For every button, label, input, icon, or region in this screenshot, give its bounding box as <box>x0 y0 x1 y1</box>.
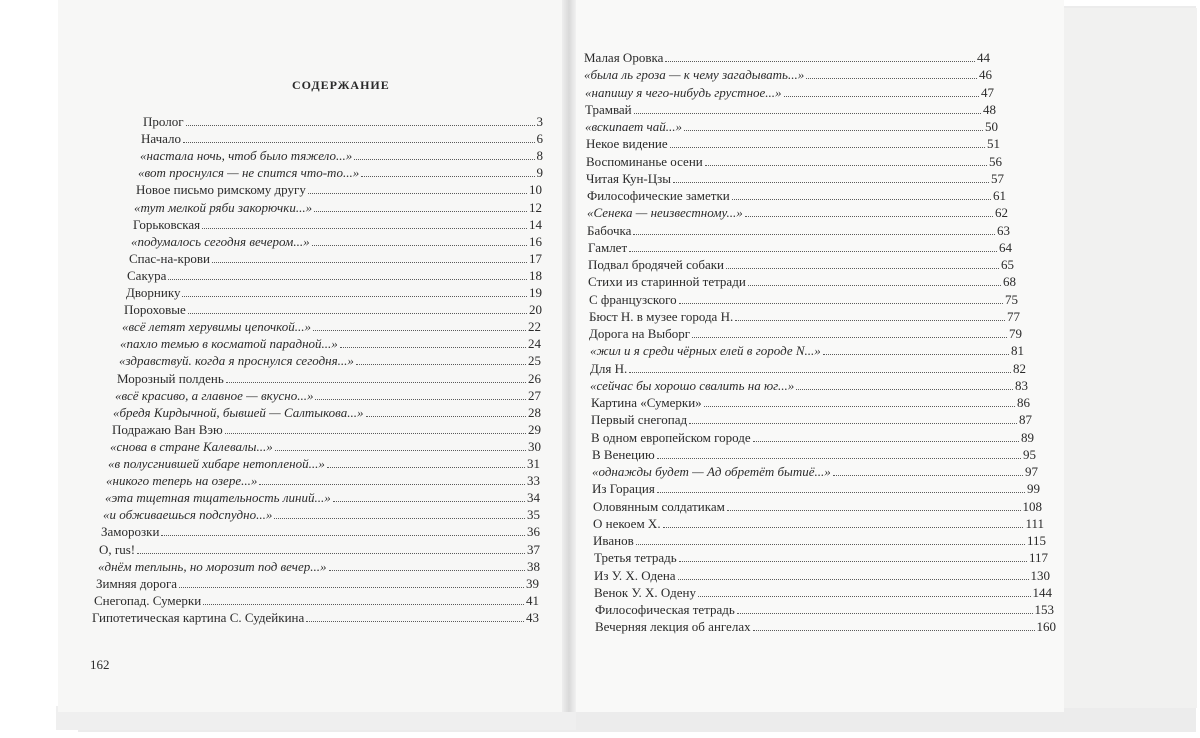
toc-entry-title: С французского <box>589 291 677 307</box>
toc-leader-dots <box>329 570 526 571</box>
toc-entry <box>94 591 539 609</box>
toc-leader-dots <box>212 262 527 263</box>
toc-leader-dots <box>188 313 527 314</box>
toc-entry-title: Трамвай <box>585 101 632 117</box>
toc-entry <box>587 186 1006 204</box>
toc-leader-dots <box>137 553 525 554</box>
toc-entry-page: 37 <box>527 541 540 557</box>
toc-entry <box>595 617 1056 635</box>
toc-leader-dots <box>657 492 1025 493</box>
toc-entry-page: 14 <box>529 216 542 232</box>
contents-heading: СОДЕРЖАНИЕ <box>292 78 390 92</box>
toc-entry-page: 65 <box>1001 257 1014 272</box>
toc-entry-page: 43 <box>526 609 539 625</box>
toc-leader-dots <box>823 354 1009 355</box>
toc-entry <box>592 479 1040 497</box>
toc-entry <box>127 266 542 284</box>
toc-entry-page: 46 <box>979 67 992 83</box>
toc-entry <box>593 531 1046 549</box>
toc-entry-page: 38 <box>527 558 540 574</box>
toc-entry-page: 36 <box>527 524 540 540</box>
toc-entry <box>136 180 542 198</box>
toc-entry <box>592 462 1038 480</box>
toc-entry <box>140 146 543 164</box>
toc-entry <box>585 100 996 118</box>
toc-entry-title: Из Горация <box>592 481 655 497</box>
toc-entry-page: 83 <box>1015 377 1028 393</box>
toc-entry-page: 61 <box>993 188 1006 203</box>
toc-entry <box>584 65 992 83</box>
page-number: 162 <box>90 657 110 672</box>
toc-entry <box>103 505 540 523</box>
toc-entry-page: 153 <box>1034 602 1054 617</box>
toc-entry-title: Подражаю Ван Вэю <box>112 421 223 437</box>
toc-entry <box>96 574 539 592</box>
toc-entry-page: 16 <box>529 233 542 249</box>
toc-leader-dots <box>705 165 987 166</box>
toc-entry-page: 3 <box>536 114 543 129</box>
toc-leader-dots <box>182 296 527 297</box>
toc-leader-dots <box>183 142 534 143</box>
toc-entry <box>129 249 542 267</box>
toc-entry-page: 26 <box>528 370 541 386</box>
toc-leader-dots <box>314 211 527 212</box>
toc-entry-title: O, rus! <box>99 541 136 557</box>
toc-entry-page: 17 <box>529 250 542 266</box>
toc-leader-dots <box>735 320 1005 321</box>
toc-entry <box>591 428 1034 446</box>
toc-leader-dots <box>333 501 525 502</box>
toc-entry-page: 99 <box>1027 481 1040 497</box>
toc-leader-dots <box>748 285 1001 286</box>
toc-entry <box>589 307 1020 325</box>
toc-leader-dots <box>161 535 525 536</box>
toc-entry <box>593 497 1042 515</box>
toc-entry <box>594 548 1048 566</box>
toc-leader-dots <box>796 389 1013 390</box>
toc-entry-page: 6 <box>536 131 543 147</box>
toc-entry-title: Заморозки <box>101 524 160 540</box>
toc-leader-dots <box>692 337 1007 338</box>
toc-entry-title: «напишу я чего-нибудь грустное...» <box>585 84 782 100</box>
toc-entry-page: 57 <box>991 170 1004 186</box>
toc-leader-dots <box>678 579 1029 580</box>
toc-entry-page: 77 <box>1007 308 1020 324</box>
toc-entry <box>98 557 540 575</box>
toc-entry-title: «жил и я среди чёрных елей в городе N...» <box>590 343 821 359</box>
toc-entry <box>587 221 1010 239</box>
toc-entry-title: «вот проснулся — не спится что-то...» <box>138 165 360 181</box>
toc-entry <box>589 324 1022 342</box>
toc-entry <box>590 341 1024 359</box>
toc-entry-page: 24 <box>528 336 541 352</box>
toc-entry-page: 144 <box>1032 584 1052 600</box>
toc-entry <box>131 232 542 250</box>
toc-leader-dots <box>745 216 993 217</box>
toc-entry-title: Новое письмо римскому другу <box>136 182 306 198</box>
toc-entry-title: Оловянным солдатикам <box>593 498 725 514</box>
toc-leader-dots <box>225 433 526 434</box>
toc-entry-title: Снегопад. Сумерки <box>94 592 202 608</box>
toc-entry-title: Вечерняя лекция об ангелах <box>595 619 751 635</box>
toc-entry <box>588 238 1012 256</box>
toc-entry-page: 20 <box>529 302 542 318</box>
toc-entry-title: Иванов <box>593 533 634 548</box>
toc-entry-title: «в полусгнившей хибаре нетопленой...» <box>108 456 325 471</box>
toc-leader-dots <box>275 450 526 451</box>
toc-entry <box>584 48 990 66</box>
toc-leader-dots <box>732 199 991 200</box>
toc-entry <box>112 420 541 438</box>
toc-entry-page: 41 <box>526 592 539 608</box>
toc-entry-title: Философические заметки <box>587 188 730 203</box>
toc-entry-page: 39 <box>526 575 539 591</box>
toc-entry-title: Первый снегопад <box>591 412 688 428</box>
toc-entry-title: Венок У. Х. Одену <box>594 584 696 600</box>
toc-entry-page: 117 <box>1028 550 1048 566</box>
toc-entry <box>585 83 994 101</box>
toc-entry-title: Картина «Сумерки» <box>591 395 702 410</box>
toc-leader-dots <box>313 330 526 331</box>
toc-entry-title: Из У. Х. Одена <box>594 567 676 583</box>
toc-entry-title: «никого теперь на озере...» <box>106 473 258 489</box>
toc-leader-dots <box>665 61 975 62</box>
toc-entry-title: Третья тетрадь <box>594 550 677 566</box>
toc-leader-dots <box>203 604 524 605</box>
toc-entry-page: 82 <box>1013 360 1026 376</box>
toc-entry <box>134 198 542 216</box>
toc-entry <box>586 152 1002 170</box>
toc-leader-dots <box>308 193 527 194</box>
toc-entry-page: 51 <box>987 136 1000 152</box>
toc-entry <box>594 583 1052 601</box>
toc-entry-title: Горьковская <box>133 216 201 232</box>
toc-entry-page: 64 <box>999 239 1012 255</box>
toc-entry-title: «сейчас бы хорошо свалить на юг...» <box>590 377 795 393</box>
toc-entry <box>99 540 540 558</box>
toc-entry <box>143 112 543 130</box>
toc-entry-page: 25 <box>528 353 541 369</box>
toc-entry-title: «днём теплынь, но морозит под вечер...» <box>98 558 327 574</box>
toc-entry <box>591 410 1032 428</box>
toc-leader-dots <box>340 347 526 348</box>
toc-entry-title: Гипотетическая картина С. Судейкина <box>92 609 305 625</box>
toc-entry-title: «была ль гроза — к чему загадывать...» <box>584 67 805 83</box>
toc-entry-title: В одном европейском городе <box>591 429 751 445</box>
toc-entry-page: 48 <box>983 101 996 117</box>
toc-entry-title: Малая Оровка <box>584 50 664 65</box>
toc-entry-title: «и обживаешься подспудно...» <box>103 507 273 523</box>
toc-entry-page: 86 <box>1017 395 1030 410</box>
toc-entry-title: Спас-на-крови <box>129 250 210 266</box>
toc-leader-dots <box>636 544 1025 545</box>
toc-entry-page: 12 <box>529 199 542 215</box>
toc-entry-page: 87 <box>1019 412 1032 428</box>
toc-entry <box>585 117 998 135</box>
toc-entry-page: 30 <box>528 438 541 454</box>
toc-leader-dots <box>704 406 1015 407</box>
toc-entry <box>120 334 541 352</box>
toc-entry-title: «бредя Кирдычной, бывшей — Салтыкова...» <box>113 404 364 420</box>
toc-entry <box>589 290 1018 308</box>
toc-leader-dots <box>684 130 983 131</box>
toc-leader-dots <box>679 561 1027 562</box>
toc-entry-title: «Сенека — неизвестному...» <box>587 205 743 221</box>
toc-leader-dots <box>259 484 525 485</box>
toc-entry-page: 28 <box>528 404 541 420</box>
toc-entry-page: 62 <box>995 205 1008 221</box>
toc-leader-dots <box>634 113 981 114</box>
toc-entry-page: 33 <box>527 473 540 489</box>
toc-entry-title: Пороховые <box>124 302 186 318</box>
toc-leader-dots <box>753 441 1019 442</box>
toc-entry-title: Пролог <box>143 114 184 129</box>
toc-entry-title: «вскипает чай...» <box>585 119 683 134</box>
toc-entry-page: 95 <box>1023 446 1036 462</box>
toc-entry-page: 8 <box>536 148 543 164</box>
toc-leader-dots <box>312 245 527 246</box>
toc-leader-dots <box>689 423 1017 424</box>
toc-entry <box>587 203 1008 221</box>
toc-entry <box>595 600 1054 618</box>
toc-entry <box>124 300 542 318</box>
toc-entry-page: 68 <box>1003 274 1016 290</box>
toc-entry <box>133 215 542 233</box>
toc-entry-title: Гамлет <box>588 239 628 255</box>
toc-entry <box>594 566 1050 584</box>
toc-entry-title: Дорога на Выборг <box>589 326 691 341</box>
toc-entry-page: 160 <box>1036 619 1056 635</box>
toc-entry-page: 81 <box>1011 343 1024 359</box>
toc-entry-title: В Венецию <box>592 446 655 462</box>
toc-entry-page: 75 <box>1005 291 1018 307</box>
toc-entry-page: 34 <box>527 490 540 506</box>
toc-entry-page: 22 <box>528 319 541 335</box>
toc-leader-dots <box>663 527 1024 528</box>
toc-entry-page: 10 <box>529 182 542 198</box>
toc-leader-dots <box>356 364 526 365</box>
toc-entry-page: 19 <box>529 285 542 300</box>
toc-entry <box>119 351 541 369</box>
toc-entry-title: Подвал бродячей собаки <box>588 257 724 272</box>
toc-leader-dots <box>226 382 526 383</box>
toc-leader-dots <box>753 630 1035 631</box>
toc-entry-title: Начало <box>141 131 182 147</box>
toc-entry <box>122 317 541 335</box>
toc-entry <box>588 272 1016 290</box>
toc-leader-dots <box>657 458 1021 459</box>
toc-entry-title: «всё красиво, а главное — вкусно...» <box>115 387 314 403</box>
toc-entry <box>106 471 540 489</box>
toc-leader-dots <box>737 613 1033 614</box>
toc-entry-title: Морозный полдень <box>117 370 224 386</box>
toc-entry <box>141 129 543 147</box>
toc-leader-dots <box>629 251 997 252</box>
toc-leader-dots <box>727 510 1021 511</box>
toc-entry <box>593 514 1044 532</box>
toc-leader-dots <box>784 96 979 97</box>
toc-entry-page: 56 <box>989 153 1002 169</box>
toc-entry-title: Бабочка <box>587 222 632 238</box>
toc-leader-dots <box>679 303 1003 304</box>
toc-leader-dots <box>202 228 527 229</box>
toc-leader-dots <box>698 596 1031 597</box>
toc-entry-page: 130 <box>1030 567 1050 583</box>
toc-entry-title: «здравствуй. когда я проснулся сегодня...» <box>119 353 354 369</box>
toc-entry <box>591 393 1030 411</box>
toc-leader-dots <box>354 159 534 160</box>
toc-leader-dots <box>327 467 525 468</box>
toc-leader-dots <box>726 268 999 269</box>
toc-entry <box>115 386 541 404</box>
toc-entry <box>590 376 1028 394</box>
toc-entry-title: Философическая тетрадь <box>595 602 735 617</box>
toc-leader-dots <box>168 279 527 280</box>
toc-entry-page: 9 <box>536 165 543 181</box>
toc-entry-page: 89 <box>1021 429 1034 445</box>
toc-entry <box>126 283 542 301</box>
toc-entry <box>117 369 541 387</box>
toc-leader-dots <box>315 399 526 400</box>
toc-entry-page: 47 <box>981 84 994 100</box>
toc-leader-dots <box>806 78 977 79</box>
toc-entry-page: 18 <box>529 267 542 283</box>
toc-entry-title: Читая Кун-Цзы <box>586 170 671 186</box>
toc-leader-dots <box>633 234 995 235</box>
toc-entry-page: 35 <box>527 507 540 523</box>
toc-entry <box>590 359 1026 377</box>
toc-entry-title: «настала ночь, чтоб было тяжело...» <box>140 148 353 164</box>
toc-leader-dots <box>670 147 985 148</box>
toc-entry-page: 31 <box>527 456 540 471</box>
page-stack-edge <box>1058 8 1197 708</box>
toc-entry-page: 44 <box>977 50 990 65</box>
toc-entry-title: Дворнику <box>126 285 181 300</box>
toc-entry-page: 63 <box>997 222 1010 238</box>
toc-entry-page: 97 <box>1025 464 1038 479</box>
toc-entry-page: 29 <box>528 421 541 437</box>
toc-leader-dots <box>186 125 535 126</box>
toc-entry <box>592 445 1036 463</box>
toc-entry <box>108 454 540 472</box>
toc-entry-page: 111 <box>1025 515 1044 531</box>
toc-leader-dots <box>673 182 989 183</box>
toc-entry-title: Воспоминанье осени <box>586 153 703 169</box>
toc-entry-title: Бюст Н. в музее города Н. <box>589 308 734 324</box>
toc-entry <box>588 255 1014 273</box>
toc-entry-page: 115 <box>1026 533 1046 548</box>
toc-entry-title: Стихи из старинной тетради <box>588 274 746 290</box>
toc-entry-page: 27 <box>528 387 541 403</box>
toc-entry-title: «однажды будет — Ад обретёт бытиё...» <box>592 464 831 479</box>
toc-entry-title: «эта тщетная тщательность линий...» <box>105 490 331 506</box>
toc-entry <box>586 134 1000 152</box>
toc-entry-title: Зимняя дорога <box>96 575 178 591</box>
toc-entry-title: «всё летят херувимы цепочкой...» <box>122 319 312 335</box>
toc-entry-page: 108 <box>1022 498 1042 514</box>
toc-entry <box>101 522 540 540</box>
toc-entry-title: «пахло темью в косматой парадной...» <box>120 336 338 352</box>
toc-leader-dots <box>274 518 525 519</box>
toc-entry <box>105 488 540 506</box>
toc-entry <box>586 169 1004 187</box>
toc-leader-dots <box>366 416 527 417</box>
toc-entry-title: О некоем Х. <box>593 515 661 531</box>
toc-leader-dots <box>361 176 534 177</box>
toc-entry-title: «снова в стране Калевалы...» <box>110 438 273 454</box>
toc-entry-title: «подумалось сегодня вечером...» <box>131 233 310 249</box>
toc-entry <box>110 437 541 455</box>
toc-entry <box>138 163 543 181</box>
toc-leader-dots <box>179 587 524 588</box>
toc-entry <box>113 403 541 421</box>
toc-entry-page: 79 <box>1009 326 1022 341</box>
toc-leader-dots <box>306 621 524 622</box>
toc-entry-title: «тут мелкой ряби закорючки...» <box>134 199 313 215</box>
toc-entry <box>92 608 539 626</box>
toc-entry-title: Некое видение <box>586 136 668 152</box>
toc-entry-title: Для Н. <box>590 360 628 376</box>
toc-entry-title: Сакура <box>127 267 167 283</box>
toc-entry-page: 50 <box>985 119 998 134</box>
toc-leader-dots <box>833 475 1023 476</box>
toc-leader-dots <box>629 372 1011 373</box>
book-gutter <box>562 0 576 712</box>
